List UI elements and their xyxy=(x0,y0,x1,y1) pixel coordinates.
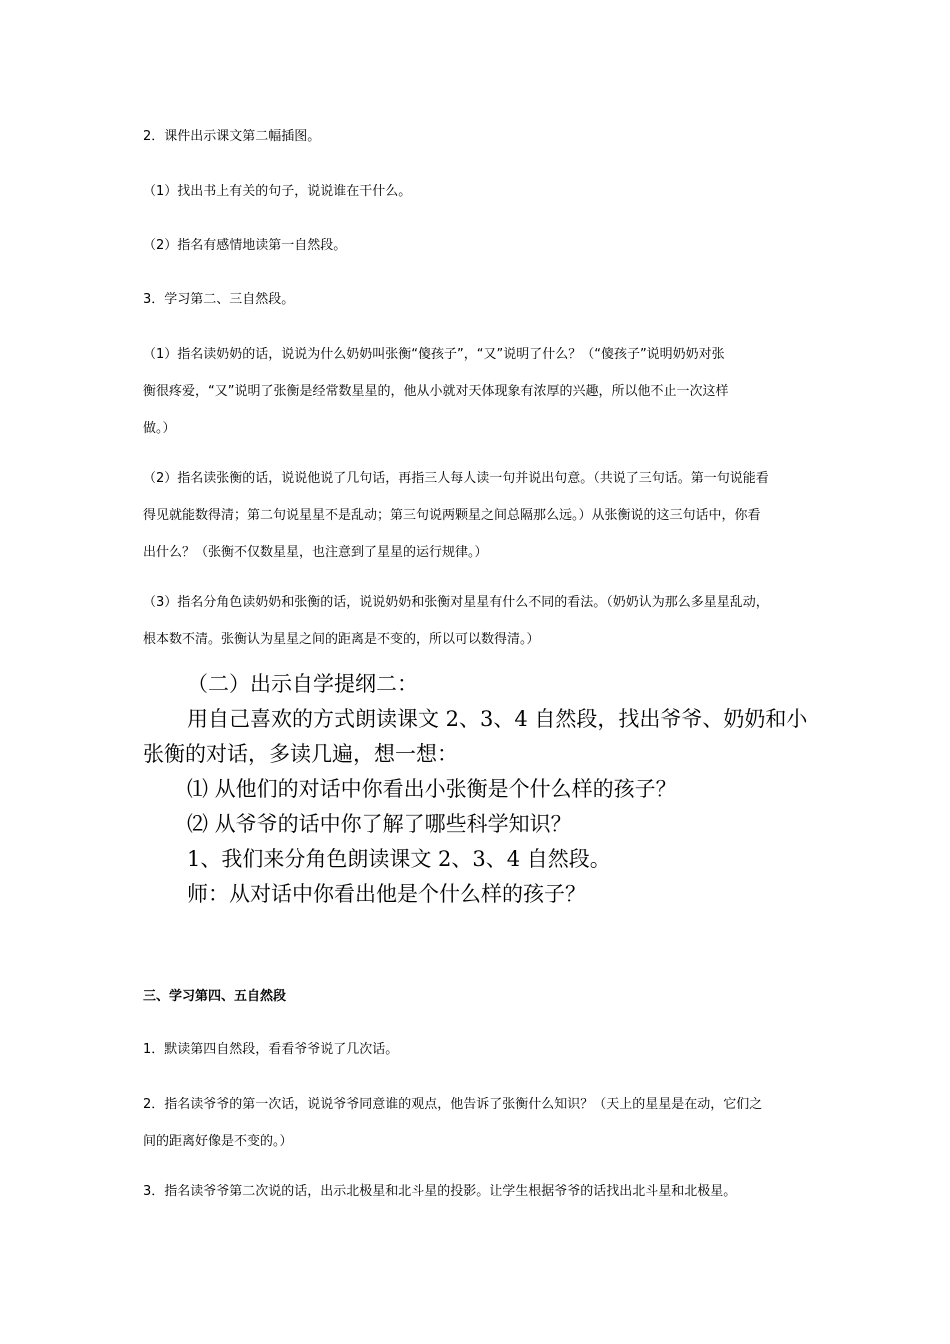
item-2: 2．课件出示课文第二幅插图。 xyxy=(143,129,321,144)
item-2-2: （2）指名有感情地读第一自然段。 xyxy=(143,238,347,253)
item-3-3-line: （3）指名分角色读奶奶和张衡的话，说说奶奶和张衡对星星有什么不同的看法。（奶奶认为那么多星星乱动， xyxy=(143,595,769,610)
section-three-heading: 三、学习第四、五自然段 xyxy=(143,989,287,1004)
sec3-item-3: 3．指名读爷爷第二次说的话，出示北极星和北斗星的投影。让学生根据爷爷的话找出北斗星和北极星。 xyxy=(143,1184,737,1199)
outline-question-1: ⑴ 从他们的对话中你看出小张衡是个什么样的孩子？ xyxy=(187,777,677,801)
item-3-1 xyxy=(143,336,807,447)
outline-heading: （二）出示自学提纲二： xyxy=(187,672,418,696)
outline-step-1: 1、我们来分角色朗读课文 2、3、4 自然段。 xyxy=(187,847,611,871)
sec3-item-2-line: 2．指名读爷爷的第一次话，说说爷爷同意谁的观点，他告诉了张衡什么知识？（天上的星星是在动，它们之 xyxy=(143,1097,763,1112)
item-3: 3．学习第二、三自然段。 xyxy=(143,292,295,307)
teacher-line: 师：从对话中你看出他是个什么样的孩子？ xyxy=(187,882,586,906)
item-3-2-line: （2）指名读张衡的话，说说他说了几句话，再指三人每人读一句并说出句意。（共说了三句话。第一句说能看 xyxy=(143,471,769,486)
sec3-item-2-line: 间的距离好像是不变的。） xyxy=(143,1134,293,1149)
item-3-1-line: （1）指名读奶奶的话，说说为什么奶奶叫张衡“傻孩子”，“又”说明了什么？（“傻孩子”说明奶奶对张 xyxy=(143,347,725,362)
item-3-1-line: 衡很疼爱，“又”说明了张衡是经常数星星的，他从小就对天体现象有浓厚的兴趣，所以他不止一次这样 xyxy=(143,384,729,399)
item-3-1-line: 做。） xyxy=(143,421,176,436)
sec3-item-2 xyxy=(143,1086,807,1160)
item-3-2-line: 得见就能数得清；第二句说星星不是乱动；第三句说两颗星之间总隔那么远。）从张衡说的这三句话中，你看 xyxy=(143,508,761,523)
item-3-3 xyxy=(143,584,807,658)
item-2-1: （1）找出书上有关的句子，说说谁在干什么。 xyxy=(143,184,412,199)
outline-line-1: 用自己喜欢的方式朗读课文 2、3、4 自然段，找出爷爷、奶奶和小 xyxy=(187,707,808,731)
outline-line-2: 张衡的对话，多读几遍，想一想： xyxy=(143,742,458,766)
sec3-item-1: 1．默读第四自然段，看看爷爷说了几次话。 xyxy=(143,1042,399,1057)
item-3-2 xyxy=(143,460,807,571)
item-3-3-line: 根本数不清。张衡认为星星之间的距离是不变的，所以可以数得清。） xyxy=(143,632,540,647)
item-3-2-line: 出什么？（张衡不仅数星星，也注意到了星星的运行规律。） xyxy=(143,545,488,560)
outline-question-2: ⑵ 从爷爷的话中你了解了哪些科学知识？ xyxy=(187,812,572,836)
